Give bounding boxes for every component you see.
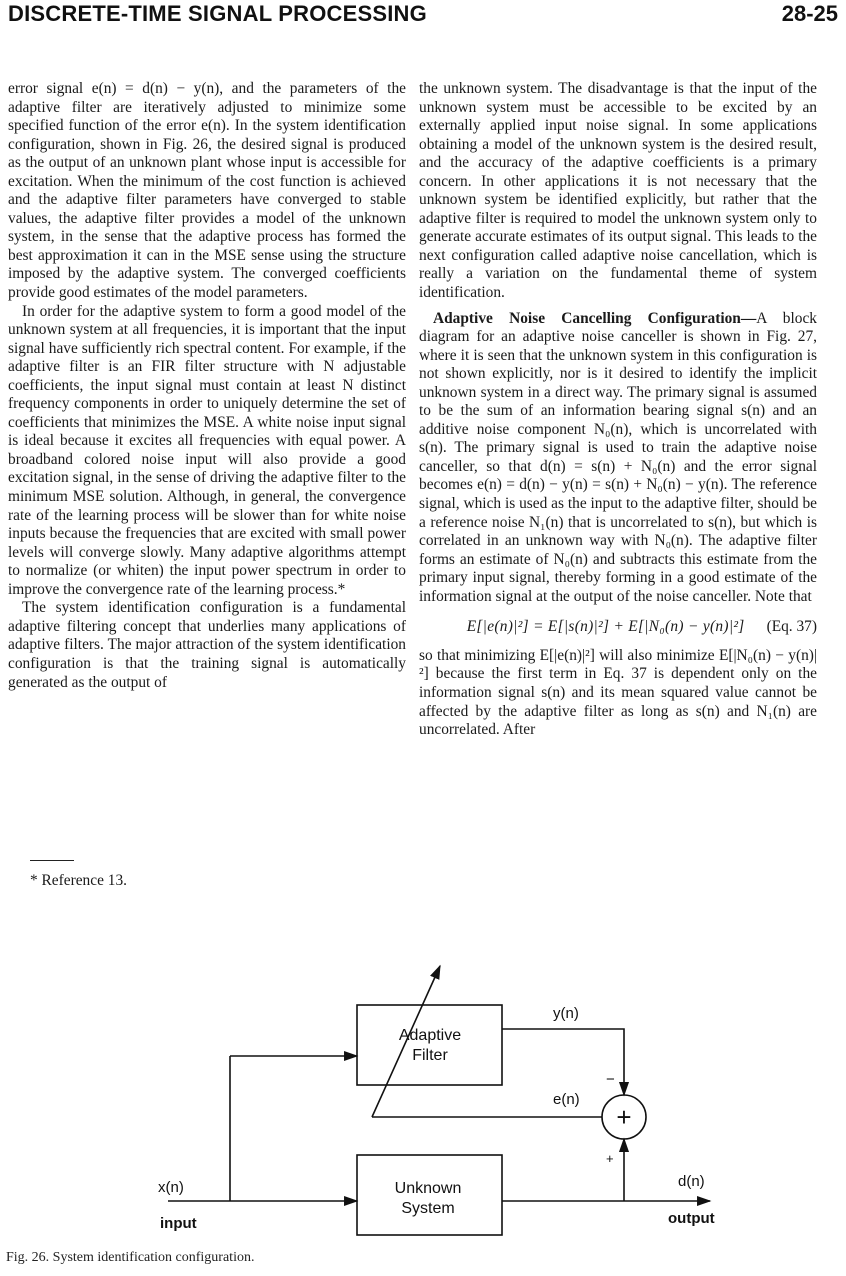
left-paragraph-3: The system identification configuration is a fundamental adaptive filtering concept that underlies many applications of adaptive filters. The major attraction of the system identification configuration is that the training signal is automatically generated as the output of <box>8 599 406 691</box>
running-header-title: DISCRETE-TIME SIGNAL PROCESSING <box>8 1 427 26</box>
right-paragraph-3: so that minimizing E[|e(n)|²] will also minimize E[|N₀(n) − y(n)|²] because the first term in Eq. 37 is dependent only on the information signal s(n) and its mean squared value cannot be affected by the adaptive filter as long as s(n) and N₁(n) are uncorrelated. After <box>419 646 817 739</box>
running-header <box>0 0 846 30</box>
summer-symbol: + <box>616 1102 632 1132</box>
footnote-rule <box>30 860 74 861</box>
system-identification-diagram <box>0 960 846 1250</box>
plus-sign: + <box>606 1151 614 1166</box>
d-label: d(n) <box>678 1173 705 1190</box>
minus-sign: − <box>606 1071 615 1088</box>
equation-label: (Eq. 37) <box>766 618 817 636</box>
left-paragraph-2: In order for the adaptive system to form a good model of the unknown system at all frequencies, it is important that the input signal have sufficiently rich spectral content. For example, if the adaptive filter is an FIR filter structure with N adjustable coefficients, the input signal must contain at least N distinct frequency components in order to uniquely determine the set of coefficients that minimizes the MSE. A white noise input signal is ideal because it excites all frequencies with equal power. A broadband colored noise input will also provide a good excitation signal, in the sense of driving the adaptive filter to the minimum MSE solution. Although, in general, the convergence rate of the learning process will be slower than for white noise inputs because the frequencies that are excited with small power levels will converge slowly. Many adaptive algorithms attempt to normalize (or whiten) the input power spectrum in order to improve the convergence rate of the learning process.* <box>8 302 406 598</box>
adaptive-filter-label-2: Filter <box>412 1047 448 1064</box>
input-label: input <box>160 1215 197 1232</box>
adaptive-filter-block <box>357 1005 502 1085</box>
left-column <box>8 80 406 692</box>
adaptive-filter-label-1: Adaptive <box>398 1027 462 1044</box>
right-paragraph-2 <box>419 310 817 607</box>
footnote: * Reference 13. <box>30 872 127 889</box>
right-column <box>419 80 817 740</box>
unknown-system-label-2: System <box>401 1200 455 1217</box>
equation-37 <box>419 618 817 637</box>
figure-caption: Fig. 26. System identification configuration. <box>6 1250 255 1265</box>
unknown-system-label-1: Unknown <box>394 1180 462 1197</box>
right-paragraph-1: the unknown system. The disadvantage is that the input of the unknown system must be accessible to be excited by an externally applied input noise signal. In some applications obtaining a model of the unknown system is the desired result, and the accuracy of the adaptive coefficients is a primary concern. In other applications it is not necessary that the unknown system be identified explicitly, but rather that the adaptive filter is required to model the unknown system only to generate accurate estimates of its output signal. This leads to the next configuration called adaptive noise cancellation, which is really a variation on the fundamental theme of system identification. <box>419 80 817 302</box>
y-label: y(n) <box>553 1005 579 1022</box>
equation-body: E[|e(n)|²] = E[|s(n)|²] + E[|N₀(n) − y(n)|²] <box>466 618 745 636</box>
e-label: e(n) <box>553 1091 580 1108</box>
output-label: output <box>668 1210 715 1227</box>
left-paragraph-1: error signal e(n) = d(n) − y(n), and the parameters of the adaptive filter are iteratively adjusted to minimize some specified function of the error e(n). In the system identification configuration, shown in Fig. 26, the desired signal is produced as the output of an unknown plant whose input is accessible for excitation. When the minimum of the cost function is achieved and the adaptive filter parameters have converged to stable values, the adaptive filter provides a model of the unknown system, in the sense that the adaptive process has formed the best approximation it can in the MSE sense using the structure imposed by the adaptive system. The converged coefficients provide good estimates of the model parameters. <box>8 80 406 302</box>
page-number: 28-25 <box>781 1 838 26</box>
x-label: x(n) <box>158 1179 184 1196</box>
right-paragraph-2-text: A block diagram for an adaptive noise canceller is shown in Fig. 27, where it is seen that the unknown system in this configuration is not shown explicitly, nor is it desired to identify the implicit unknown system in a direct way. The primary signal is assumed to be the sum of an information bearing signal s(n) and an additive noise component N₀(n), which is uncorrelated with s(n). The primary signal is used to train the adaptive noise canceller, so that d(n) = s(n) + N₀(n) and the error signal becomes e(n) = d(n) − y(n) = s(n) + N₀(n) − y(n). The reference signal, which is used as the input to the adaptive filter, should be a reference noise N₁(n) that is uncorrelated to s(n), but which is correlated in an unknown way with N₀(n). The adaptive filter forms an estimate of N₀(n) and subtracts this estimate from the primary input signal, thereby forming in a good estimate of the information signal at the output of the noise canceller. Note that <box>419 309 817 605</box>
section-heading: Adaptive Noise Cancelling Configuration— <box>433 309 757 327</box>
